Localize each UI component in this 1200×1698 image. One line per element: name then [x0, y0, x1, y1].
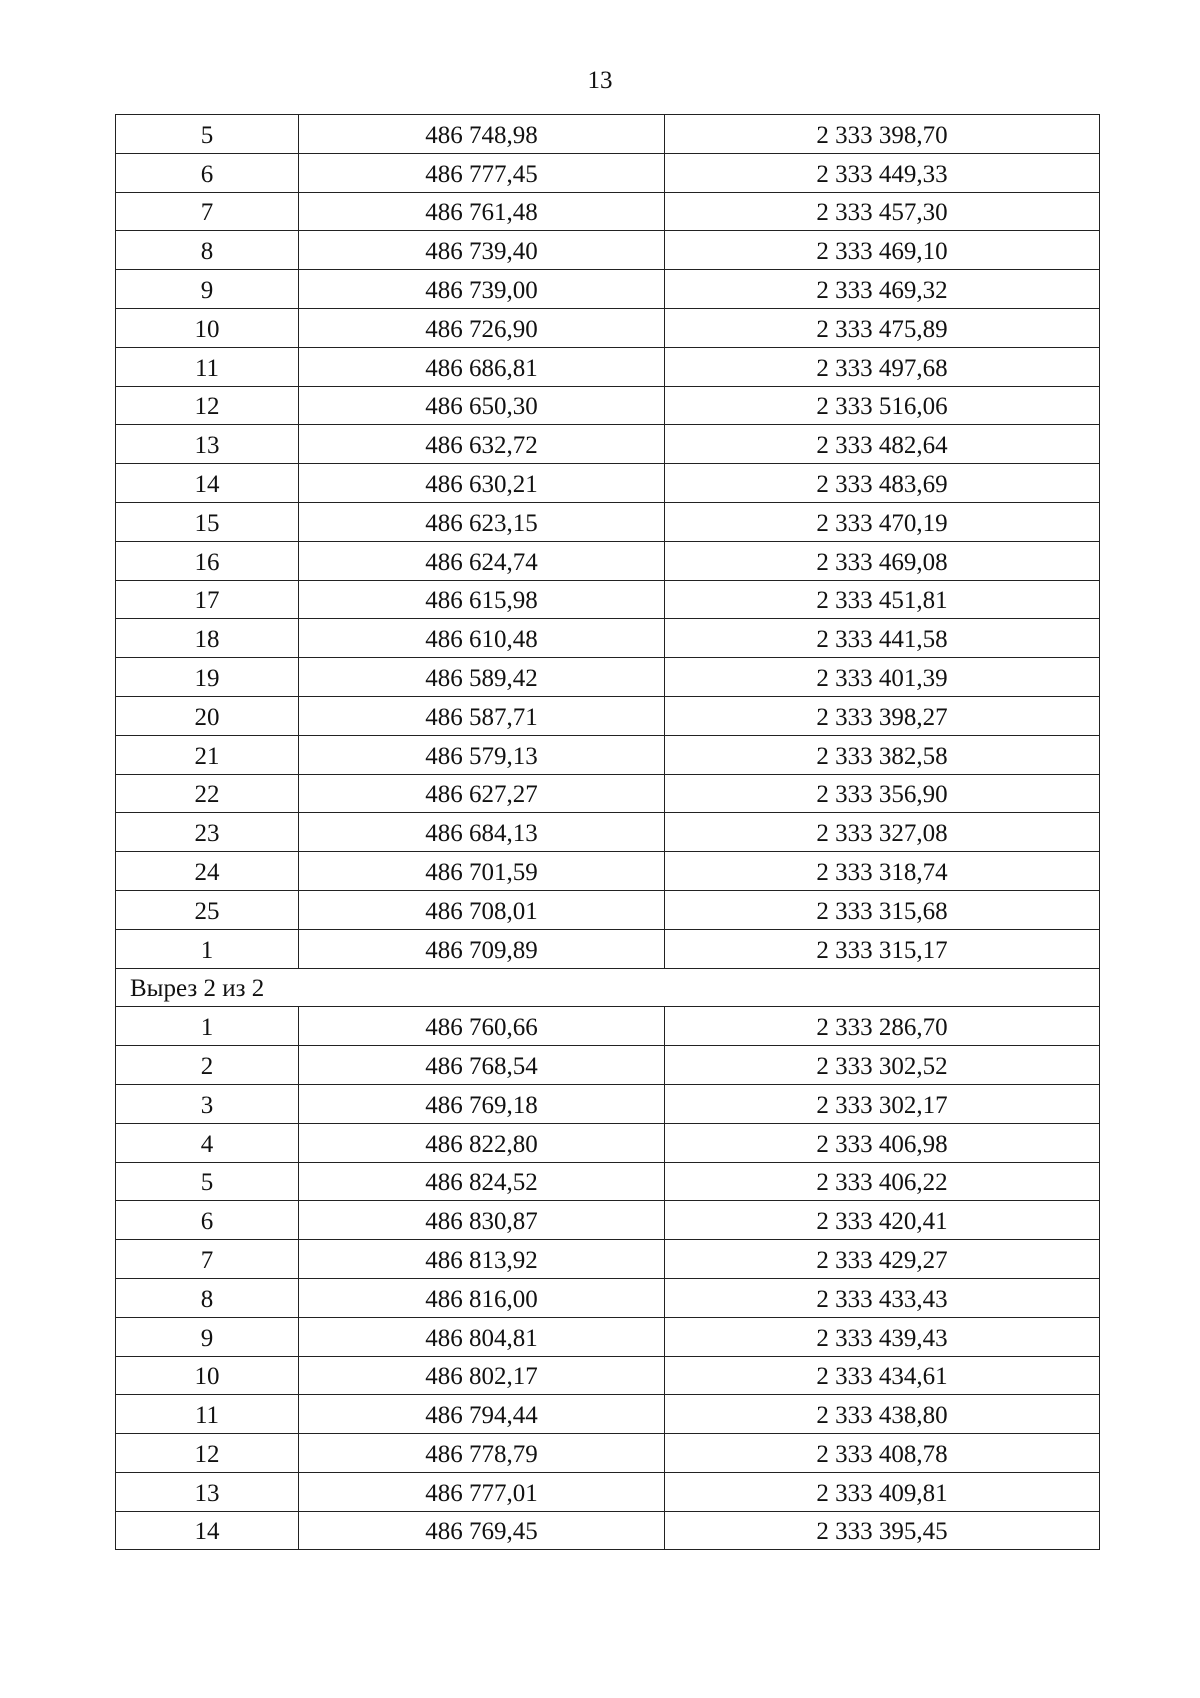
table-row: [116, 658, 1100, 697]
y-coordinate-cell: 2 333 434,61: [665, 1356, 1100, 1395]
table-row: [116, 1434, 1100, 1473]
table-row: [116, 1046, 1100, 1085]
y-coordinate-cell: 2 333 475,89: [665, 308, 1100, 347]
point-number-cell: 14: [116, 1511, 299, 1550]
x-coordinate-cell: 486 632,72: [299, 425, 665, 464]
point-number-cell: 8: [116, 1278, 299, 1317]
y-coordinate-cell: 2 333 470,19: [665, 502, 1100, 541]
x-coordinate-cell: 486 650,30: [299, 386, 665, 425]
table-row: [116, 619, 1100, 658]
table-row: [116, 464, 1100, 503]
y-coordinate-cell: 2 333 429,27: [665, 1240, 1100, 1279]
x-coordinate-cell: 486 579,13: [299, 735, 665, 774]
x-coordinate-cell: 486 813,92: [299, 1240, 665, 1279]
point-number-cell: 5: [116, 115, 299, 154]
table-row: [116, 347, 1100, 386]
x-coordinate-cell: 486 769,45: [299, 1511, 665, 1550]
y-coordinate-cell: 2 333 408,78: [665, 1434, 1100, 1473]
point-number-cell: 21: [116, 735, 299, 774]
y-coordinate-cell: 2 333 516,06: [665, 386, 1100, 425]
y-coordinate-cell: 2 333 409,81: [665, 1472, 1100, 1511]
y-coordinate-cell: 2 333 420,41: [665, 1201, 1100, 1240]
coordinates-table-section: [116, 968, 1100, 1007]
point-number-cell: 8: [116, 231, 299, 270]
coordinates-table: [115, 114, 1100, 1550]
table-row: [116, 115, 1100, 154]
y-coordinate-cell: 2 333 286,70: [665, 1007, 1100, 1046]
x-coordinate-cell: 486 739,40: [299, 231, 665, 270]
y-coordinate-cell: 2 333 327,08: [665, 813, 1100, 852]
point-number-cell: 19: [116, 658, 299, 697]
x-coordinate-cell: 486 778,79: [299, 1434, 665, 1473]
point-number-cell: 9: [116, 1317, 299, 1356]
x-coordinate-cell: 486 830,87: [299, 1201, 665, 1240]
table-row: [116, 1201, 1100, 1240]
point-number-cell: 4: [116, 1123, 299, 1162]
x-coordinate-cell: 486 802,17: [299, 1356, 665, 1395]
point-number-cell: 1: [116, 929, 299, 968]
y-coordinate-cell: 2 333 469,10: [665, 231, 1100, 270]
x-coordinate-cell: 486 701,59: [299, 852, 665, 891]
table-row: [116, 890, 1100, 929]
y-coordinate-cell: 2 333 398,70: [665, 115, 1100, 154]
x-coordinate-cell: 486 760,66: [299, 1007, 665, 1046]
point-number-cell: 18: [116, 619, 299, 658]
table-row: [116, 425, 1100, 464]
x-coordinate-cell: 486 804,81: [299, 1317, 665, 1356]
x-coordinate-cell: 486 684,13: [299, 813, 665, 852]
point-number-cell: 9: [116, 270, 299, 309]
point-number-cell: 11: [116, 1395, 299, 1434]
x-coordinate-cell: 486 615,98: [299, 580, 665, 619]
table-row: [116, 386, 1100, 425]
table-row: [116, 308, 1100, 347]
y-coordinate-cell: 2 333 438,80: [665, 1395, 1100, 1434]
x-coordinate-cell: 486 726,90: [299, 308, 665, 347]
point-number-cell: 11: [116, 347, 299, 386]
table-row: [116, 1395, 1100, 1434]
y-coordinate-cell: 2 333 401,39: [665, 658, 1100, 697]
y-coordinate-cell: 2 333 469,08: [665, 541, 1100, 580]
y-coordinate-cell: 2 333 449,33: [665, 153, 1100, 192]
table-row: [116, 1472, 1100, 1511]
x-coordinate-cell: 486 816,00: [299, 1278, 665, 1317]
y-coordinate-cell: 2 333 398,27: [665, 696, 1100, 735]
table-row: [116, 1007, 1100, 1046]
x-coordinate-cell: 486 739,00: [299, 270, 665, 309]
x-coordinate-cell: 486 624,74: [299, 541, 665, 580]
point-number-cell: 13: [116, 425, 299, 464]
point-number-cell: 15: [116, 502, 299, 541]
table-row: [116, 1511, 1100, 1550]
table-row: [116, 580, 1100, 619]
y-coordinate-cell: 2 333 439,43: [665, 1317, 1100, 1356]
y-coordinate-cell: 2 333 395,45: [665, 1511, 1100, 1550]
y-coordinate-cell: 2 333 433,43: [665, 1278, 1100, 1317]
y-coordinate-cell: 2 333 469,32: [665, 270, 1100, 309]
x-coordinate-cell: 486 769,18: [299, 1084, 665, 1123]
y-coordinate-cell: 2 333 441,58: [665, 619, 1100, 658]
y-coordinate-cell: 2 333 483,69: [665, 464, 1100, 503]
y-coordinate-cell: 2 333 302,17: [665, 1084, 1100, 1123]
y-coordinate-cell: 2 333 497,68: [665, 347, 1100, 386]
table-row: [116, 502, 1100, 541]
table-row: [116, 192, 1100, 231]
table-row: [116, 1162, 1100, 1201]
y-coordinate-cell: 2 333 482,64: [665, 425, 1100, 464]
table-row: [116, 774, 1100, 813]
x-coordinate-cell: 486 768,54: [299, 1046, 665, 1085]
page-number: 13: [587, 67, 613, 94]
x-coordinate-cell: 486 761,48: [299, 192, 665, 231]
x-coordinate-cell: 486 623,15: [299, 502, 665, 541]
table-row: [116, 1240, 1100, 1279]
y-coordinate-cell: 2 333 451,81: [665, 580, 1100, 619]
y-coordinate-cell: 2 333 382,58: [665, 735, 1100, 774]
y-coordinate-cell: 2 333 406,22: [665, 1162, 1100, 1201]
table-row: [116, 1356, 1100, 1395]
point-number-cell: 5: [116, 1162, 299, 1201]
table-row: [116, 1084, 1100, 1123]
table-row: [116, 1123, 1100, 1162]
point-number-cell: 12: [116, 1434, 299, 1473]
table-row: [116, 270, 1100, 309]
section-label: Вырез 2 из 2: [116, 968, 1100, 1007]
point-number-cell: 7: [116, 1240, 299, 1279]
table-row: [116, 541, 1100, 580]
point-number-cell: 14: [116, 464, 299, 503]
point-number-cell: 20: [116, 696, 299, 735]
x-coordinate-cell: 486 708,01: [299, 890, 665, 929]
y-coordinate-cell: 2 333 315,17: [665, 929, 1100, 968]
point-number-cell: 6: [116, 1201, 299, 1240]
point-number-cell: 25: [116, 890, 299, 929]
coordinates-table-part-2: [116, 1007, 1100, 1550]
point-number-cell: 6: [116, 153, 299, 192]
y-coordinate-cell: 2 333 356,90: [665, 774, 1100, 813]
y-coordinate-cell: 2 333 318,74: [665, 852, 1100, 891]
x-coordinate-cell: 486 777,45: [299, 153, 665, 192]
table-row: [116, 813, 1100, 852]
x-coordinate-cell: 486 748,98: [299, 115, 665, 154]
point-number-cell: 22: [116, 774, 299, 813]
x-coordinate-cell: 486 686,81: [299, 347, 665, 386]
x-coordinate-cell: 486 610,48: [299, 619, 665, 658]
point-number-cell: 10: [116, 308, 299, 347]
x-coordinate-cell: 486 824,52: [299, 1162, 665, 1201]
x-coordinate-cell: 486 709,89: [299, 929, 665, 968]
point-number-cell: 13: [116, 1472, 299, 1511]
point-number-cell: 1: [116, 1007, 299, 1046]
point-number-cell: 7: [116, 192, 299, 231]
x-coordinate-cell: 486 777,01: [299, 1472, 665, 1511]
point-number-cell: 2: [116, 1046, 299, 1085]
table-row: [116, 153, 1100, 192]
x-coordinate-cell: 486 794,44: [299, 1395, 665, 1434]
table-row: [116, 696, 1100, 735]
point-number-cell: 3: [116, 1084, 299, 1123]
x-coordinate-cell: 486 587,71: [299, 696, 665, 735]
point-number-cell: 12: [116, 386, 299, 425]
point-number-cell: 24: [116, 852, 299, 891]
point-number-cell: 17: [116, 580, 299, 619]
x-coordinate-cell: 486 630,21: [299, 464, 665, 503]
x-coordinate-cell: 486 627,27: [299, 774, 665, 813]
section-header-row: [116, 968, 1100, 1007]
table-row: [116, 852, 1100, 891]
table-row: [116, 1317, 1100, 1356]
point-number-cell: 23: [116, 813, 299, 852]
y-coordinate-cell: 2 333 302,52: [665, 1046, 1100, 1085]
y-coordinate-cell: 2 333 315,68: [665, 890, 1100, 929]
y-coordinate-cell: 2 333 406,98: [665, 1123, 1100, 1162]
y-coordinate-cell: 2 333 457,30: [665, 192, 1100, 231]
x-coordinate-cell: 486 822,80: [299, 1123, 665, 1162]
coordinates-table-part-1: [116, 115, 1100, 969]
table-row: [116, 231, 1100, 270]
table-row: [116, 735, 1100, 774]
x-coordinate-cell: 486 589,42: [299, 658, 665, 697]
point-number-cell: 10: [116, 1356, 299, 1395]
table-row: [116, 1278, 1100, 1317]
point-number-cell: 16: [116, 541, 299, 580]
table-row: [116, 929, 1100, 968]
